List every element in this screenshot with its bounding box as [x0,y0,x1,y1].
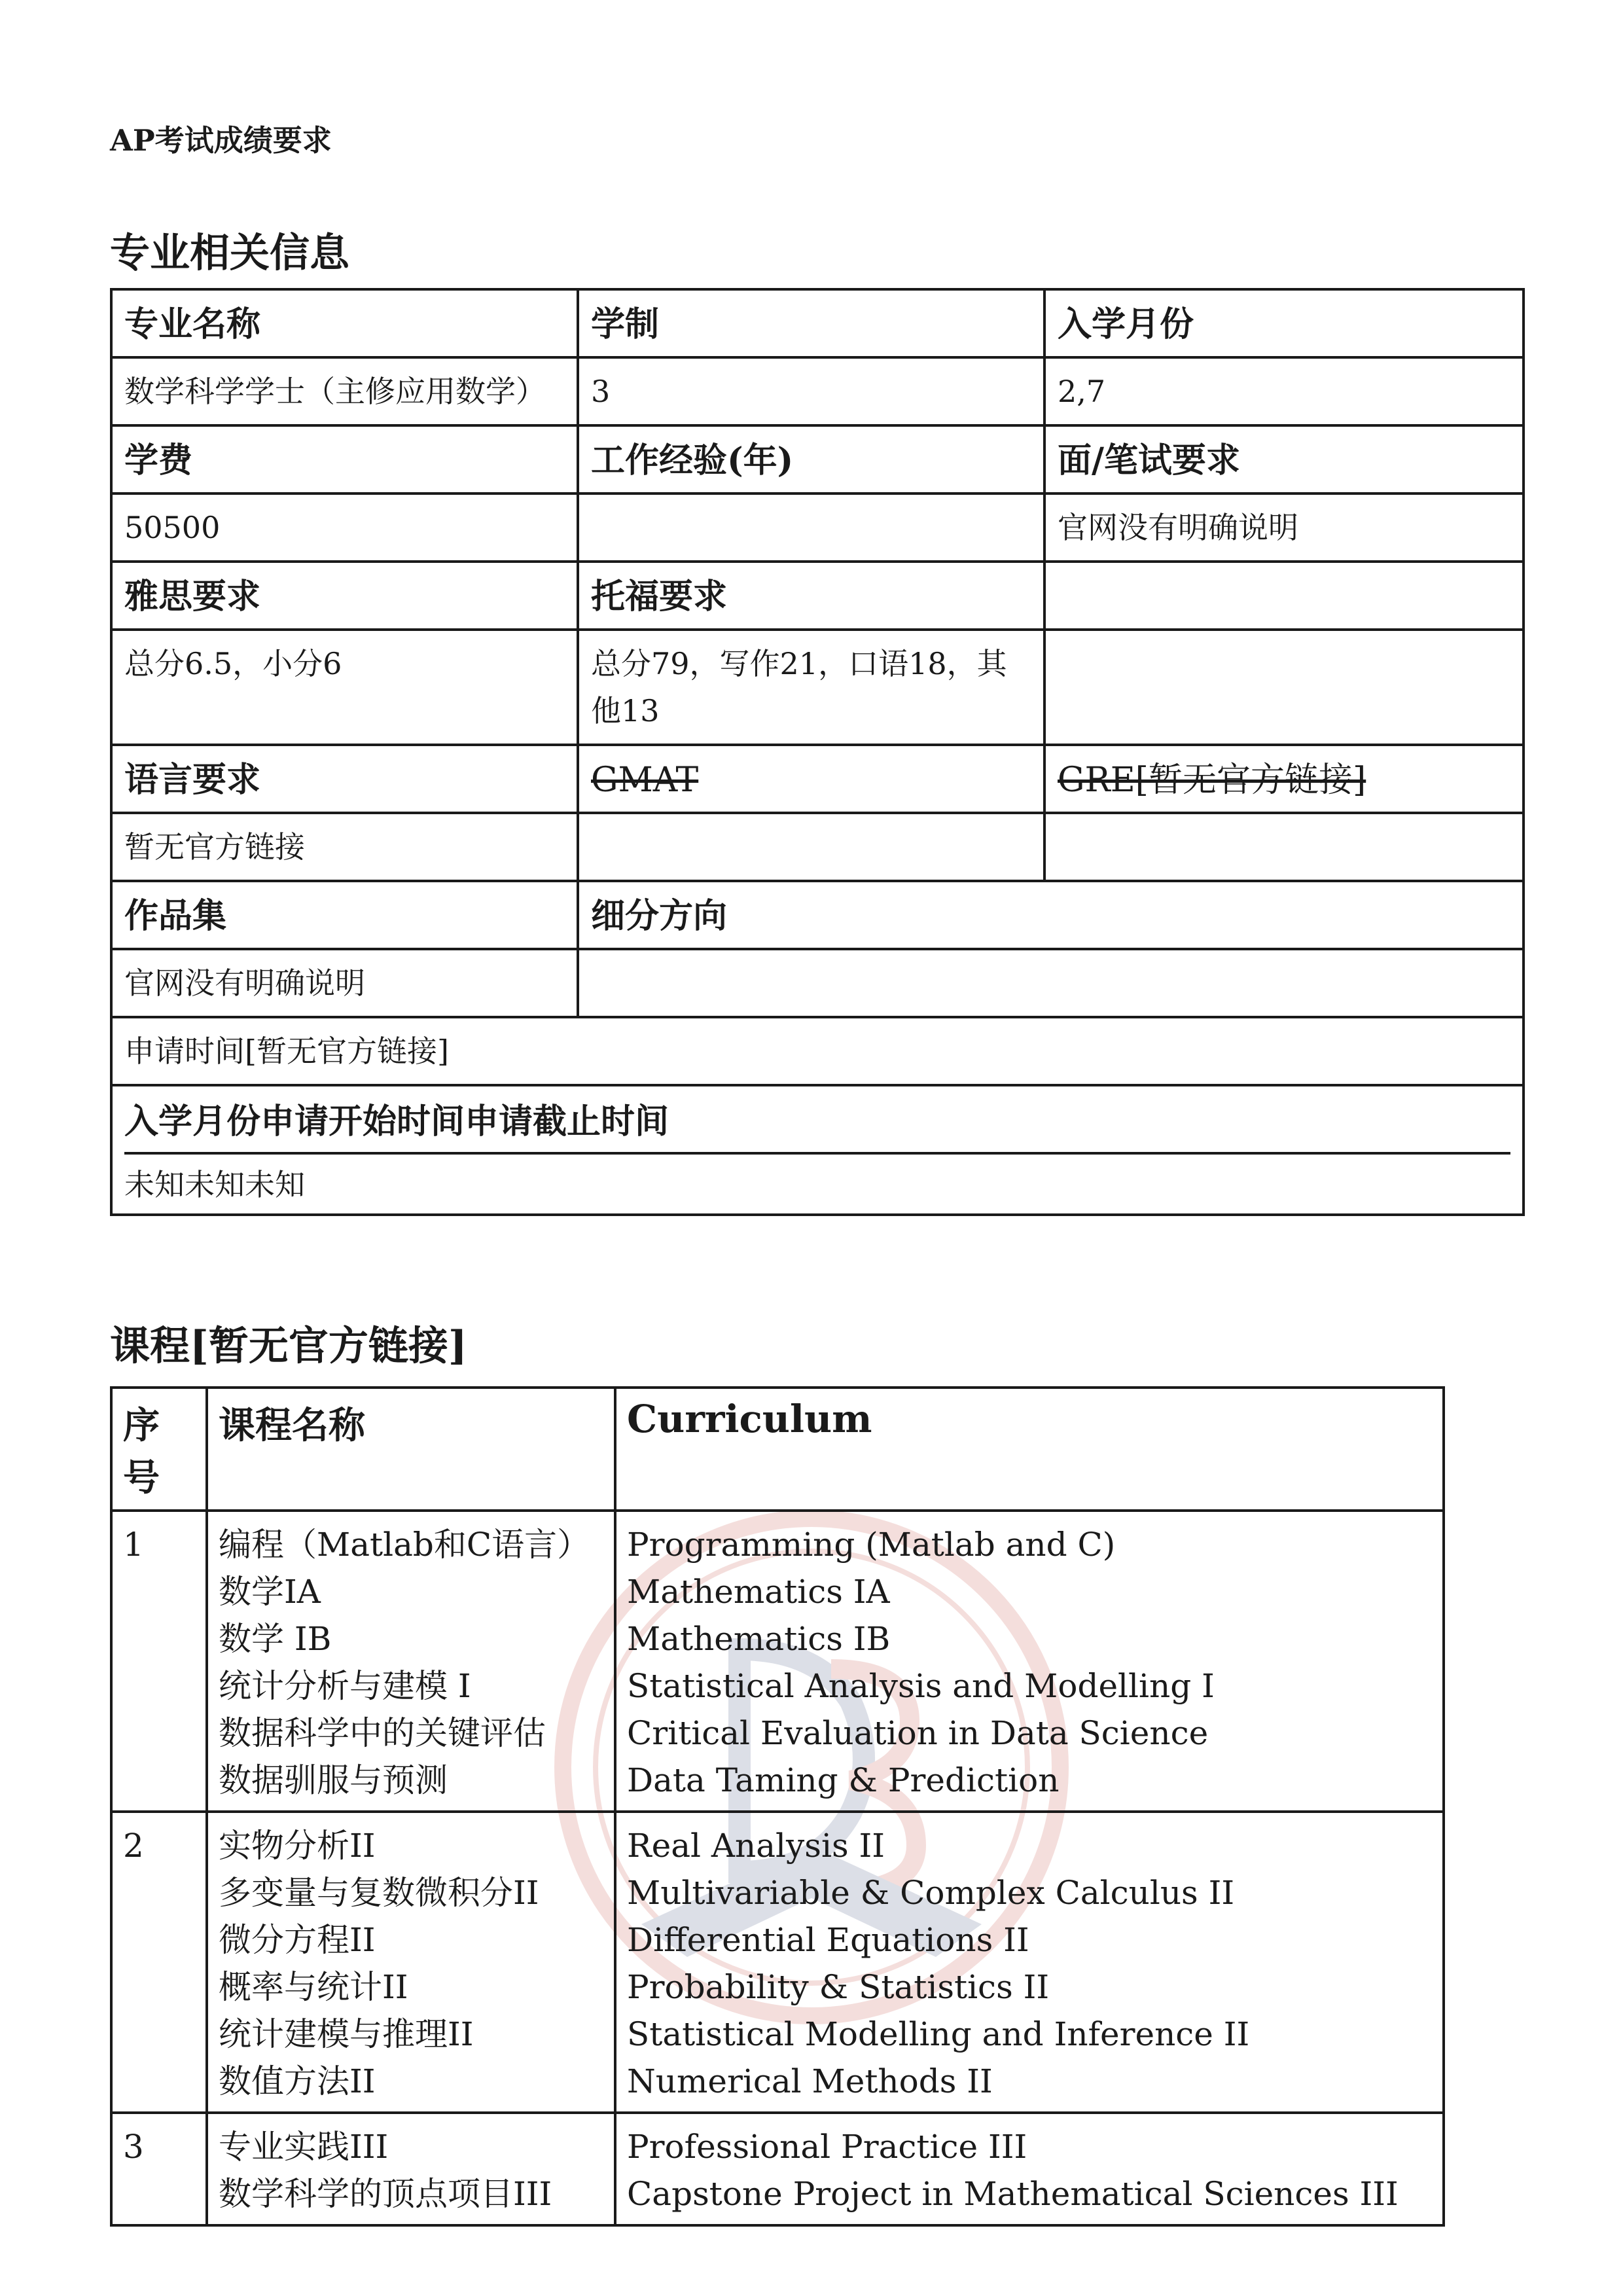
table-row [111,425,1524,493]
toefl-value: 总分79，写作21，口语18，其他13 [578,630,1044,745]
course-names-en [615,1812,1444,2113]
course-names-zh [207,1511,615,1812]
curriculum-item: Real Analysis II [627,1827,885,1865]
curriculum-item: Data Taming & Prediction [627,1761,1060,1799]
empty-cell [1044,630,1524,745]
table-row [111,562,1524,630]
curriculum-item: Mathematics IB [627,1620,891,1658]
course-name: 编程（Matlab和C语言） [219,1526,590,1564]
column-header-number: 序号 [111,1388,207,1511]
course-names-zh [207,1812,615,2113]
course-name: 统计分析与建模 I [219,1667,471,1705]
direction-value [578,949,1524,1017]
ielts-value: 总分6.5，小分6 [111,630,578,745]
course-name: 数学科学的顶点项目III [219,2175,552,2213]
table-row [111,1085,1524,1215]
table-row [111,357,1524,425]
toefl-label: 托福要求 [578,562,1044,630]
direction-label: 细分方向 [578,881,1524,949]
empty-cell [1044,562,1524,630]
curriculum-item: Multivariable & Complex Calculus II [627,1874,1235,1912]
curriculum-item: Mathematics IA [627,1573,890,1611]
interview-label: 面/笔试要求 [1044,425,1524,493]
intake-label: 入学月份 [1044,289,1524,357]
major-section-title: 专业相关信息 [110,230,350,276]
course-name: 概率与统计II [219,1968,408,2006]
duration-value: 3 [578,357,1044,425]
course-table [110,1386,1445,2227]
course-names-zh [207,2113,615,2225]
deadline-value-row [124,1155,1510,1206]
curriculum-item: Probability & Statistics II [627,1968,1050,2006]
column-header-course-name: 课程名称 [207,1388,615,1511]
course-name: 实物分析II [219,1827,376,1865]
course-name: 数学 IB [219,1620,332,1658]
ielts-label: 雅思要求 [111,562,578,630]
deadline-subtable [111,1085,1524,1215]
course-name: 数据驯服与预测 [219,1761,448,1799]
row-number: 1 [111,1511,207,1812]
tuition-label: 学费 [111,425,578,493]
table-header-row [111,1388,1444,1511]
portfolio-label: 作品集 [111,881,578,949]
table-row [111,1511,1444,1812]
duration-label: 学制 [578,289,1044,357]
deadline-value: 未知 [185,1167,245,1202]
gmat-label: GMAT [578,745,1044,813]
gre-label: GRE[暂无官方链接] [1044,745,1524,813]
major-info-table [110,288,1525,1216]
deadline-value: 未知 [124,1167,185,1202]
deadline-value: 未知 [245,1167,305,1202]
curriculum-item: Programming (Matlab and C) [627,1526,1116,1564]
course-name: 数值方法II [219,2062,376,2100]
application-time-label: 申请时间[暂无官方链接] [111,1017,1524,1085]
row-number: 2 [111,1812,207,2113]
ap-heading: AP考试成绩要求 [110,123,332,158]
deadline-header-row [124,1096,1510,1155]
table-row [111,630,1524,745]
table-row [111,1017,1524,1085]
curriculum-item: Capstone Project in Mathematical Sciences III [627,2175,1399,2213]
table-row [111,493,1524,562]
course-name: 微分方程II [219,1921,376,1959]
portfolio-value: 官网没有明确说明 [111,949,578,1017]
table-row [111,813,1524,881]
column-header-curriculum: Curriculum [615,1388,1444,1511]
table-row [111,745,1524,813]
deadline-header: 入学月份 [124,1102,261,1141]
gre-value [1044,813,1524,881]
table-row [111,2113,1444,2225]
course-name: 数据科学中的关键评估 [219,1714,546,1752]
curriculum-item: Professional Practice III [627,2128,1027,2166]
row-number: 3 [111,2113,207,2225]
table-row [111,1812,1444,2113]
curriculum-item: Statistical Modelling and Inference II [627,2015,1250,2053]
course-names-en [615,1511,1444,1812]
course-name: 数学IA [219,1573,321,1611]
course-section-title: 课程[暂无官方链接] [110,1323,467,1369]
gmat-value [578,813,1044,881]
major-name-label: 专业名称 [111,289,578,357]
course-name: 统计建模与推理II [219,2015,474,2053]
deadline-header: 申请开始时间 [260,1102,465,1141]
table-row [111,949,1524,1017]
table-row [111,289,1524,357]
major-name-value: 数学科学学士（主修应用数学） [111,357,578,425]
course-name: 专业实践III [219,2128,389,2166]
tuition-value: 50500 [111,493,578,562]
curriculum-item: Statistical Analysis and Modelling I [627,1667,1215,1705]
table-row [111,881,1524,949]
course-names-en [615,2113,1444,2225]
course-name: 多变量与复数微积分II [219,1874,539,1912]
work-experience-value [578,493,1044,562]
language-value: 暂无官方链接 [111,813,578,881]
curriculum-item: Critical Evaluation in Data Science [627,1714,1209,1752]
language-label: 语言要求 [111,745,578,813]
curriculum-item: Differential Equations II [627,1921,1029,1959]
deadline-header: 申请截止时间 [465,1102,669,1141]
curriculum-item: Numerical Methods II [627,2062,993,2100]
interview-value: 官网没有明确说明 [1044,493,1524,562]
work-experience-label: 工作经验(年) [578,425,1044,493]
intake-value: 2,7 [1044,357,1524,425]
